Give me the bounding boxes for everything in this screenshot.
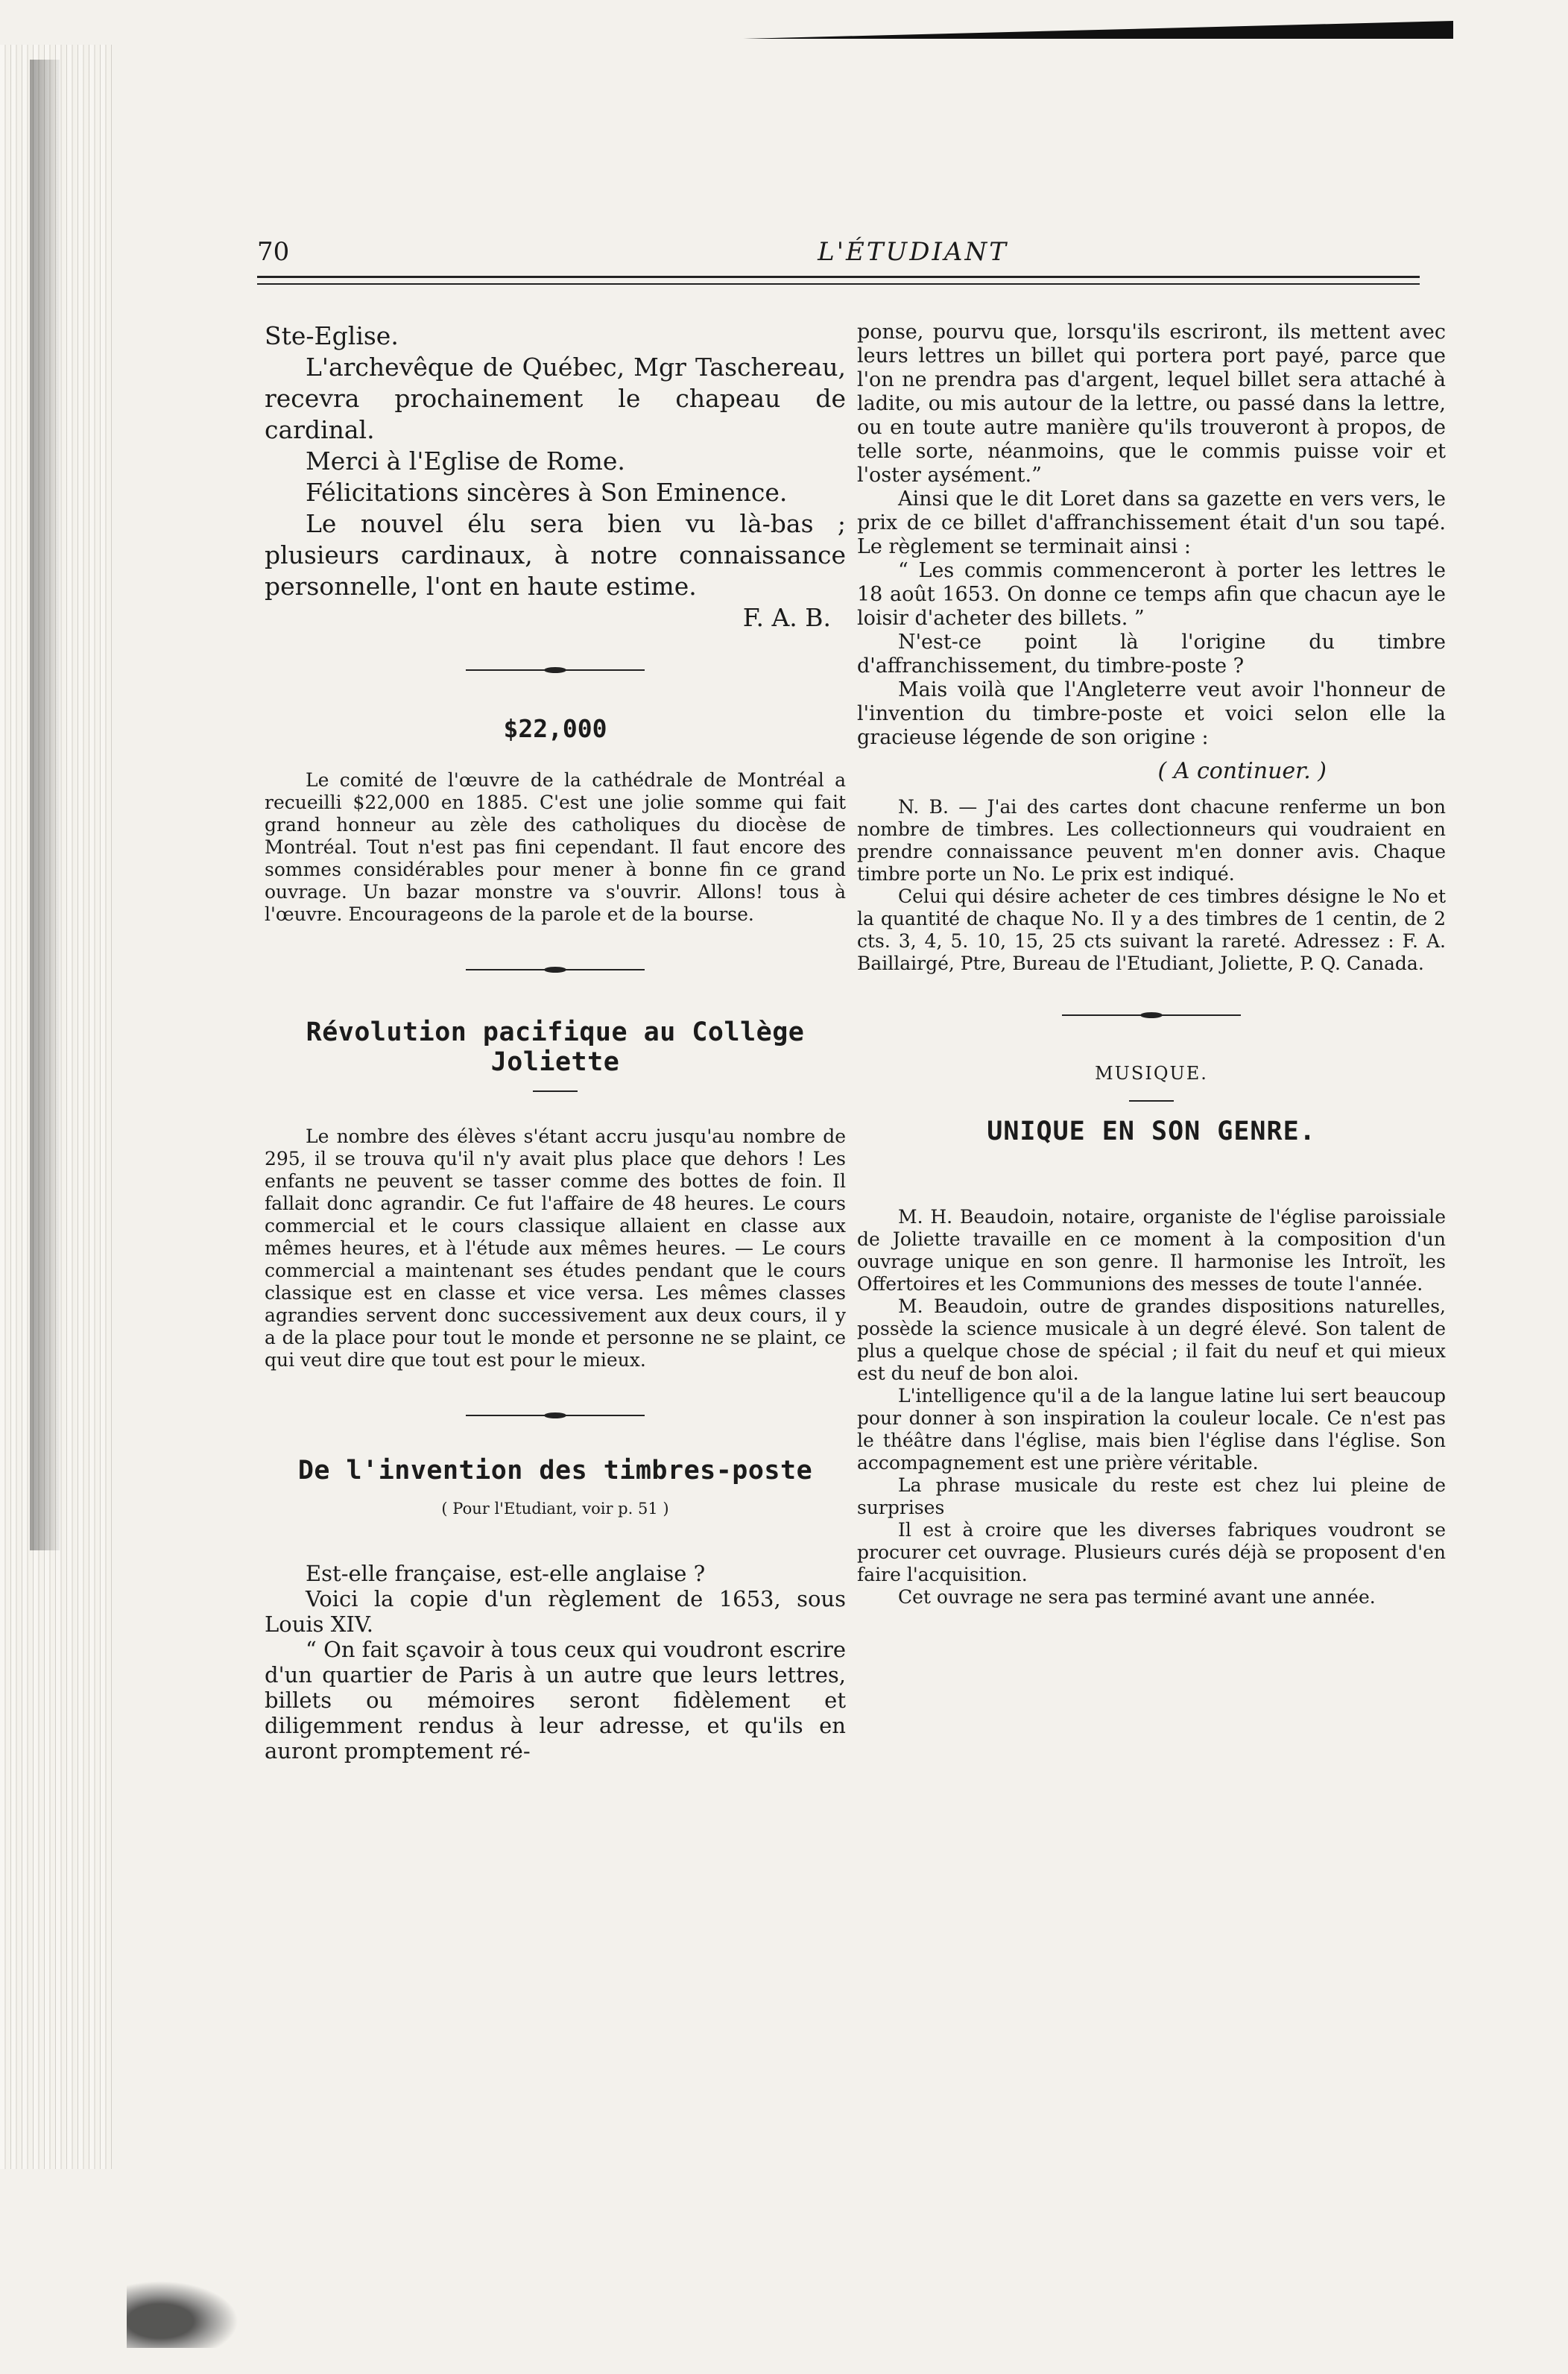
section-label: MUSIQUE.	[1095, 1063, 1208, 1084]
intro-line: Merci à l'Eglise de Rome.	[306, 446, 625, 476]
music-paragraph: Cet ouvrage ne sera pas terminé avant une année.	[898, 1586, 1376, 1608]
intro-line: L'archevêque de Québec, Mgr Taschereau, recevra prochainement le chapeau de cardinal.	[265, 353, 846, 444]
right-column	[857, 321, 1446, 1609]
nb-note: Celui qui désire acheter de ces timbres désigne le No et la quantité de chaque No. Il y a des timbres de 1 centin, de 2 cts. 3, 4, 5. 10, 15, 25 cts suivant la rareté. Adressez : F. A. Baillairgé, Ptre, Bureau de l'Etudiant, Joliette, P. Q. Canada.	[857, 885, 1446, 974]
stamps-paragraph: Voici la copie d'un règlement de 1653, sous Louis XIV.	[265, 1586, 846, 1637]
intro-line: Le nouvel élu sera bien vu là-bas ; plusieurs cardinaux, à notre connaissance personnelle, l'ont en haute estime.	[265, 509, 846, 601]
revolution-text: Le nombre des élèves s'étant accru jusqu'au nombre de 295, il se trouva qu'il n'y avait plus place que dehors ! Les enfants ne peuvent se tasser comme des bottes de foin. Il fallait donc agrandir. Ce fut l'affaire de 48 heures. Le cours commercial et le cours classique allaient en classe aux mêmes heures, et à l'étude aux mêmes heures. — Le cours commercial a maintenant ses études pendant que le cours classique est en classe et vice versa. Les mêmes classes agrandies servent donc successivement aux deux cours, il y a de la place pour tout le monde et personne ne se plaint, ce qui veut dire que tout est pour le mieux.	[265, 1126, 846, 1371]
separator-ornament	[466, 1412, 645, 1418]
revolution-heading: Révolution pacifique au Collège Joliette	[306, 1017, 805, 1077]
left-column	[265, 321, 846, 1764]
separator-ornament	[466, 667, 645, 673]
signature: F. A. B.	[742, 603, 831, 632]
header-rule	[257, 276, 1420, 285]
music-paragraph: Il est à croire que les diverses fabriques voudront se procurer cet ouvrage. Plusieurs curés déjà se proposent d'en faire l'acquisition.	[857, 1519, 1446, 1585]
page-number: 70	[257, 237, 290, 267]
stamps-heading: De l'invention des timbres-poste	[297, 1456, 813, 1486]
stamps-paragraph: Est-elle française, est-elle anglaise ?	[306, 1561, 706, 1586]
continuation-paragraph: ponse, pourvu que, lorsqu'ils escriront, ils mettent avec leurs lettres un billet qui portera port payé, parce que l'on ne prendra pas d'argent, lequel billet sera attaché à ladite, ou mis autour de la lettre, ou passé dans la lettre, ou en toute autre manière qu'ils trouveront à propos, de telle sorte, néanmoins, que le commis puisse voir et l'oster aysément.”	[857, 321, 1446, 487]
continuation-paragraph: N'est-ce point là l'origine du timbre d'affranchissement, du timbre-poste ?	[857, 631, 1446, 678]
to-continue-note: ( A continuer. )	[1157, 758, 1327, 784]
music-heading: UNIQUE EN SON GENRE.	[987, 1117, 1316, 1146]
amount-text: Le comité de l'œuvre de la cathédrale de Montréal a recueilli $22,000 en 1885. C'est une jolie somme qui fait grand honneur au zèle des catholiques du diocèse de Montréal. Tout n'est pas fini cependant. Il faut encore des sommes considérables pour mener à bonne fin ce grand ouvrage. Un bazar monstre va s'ouvrir. Allons! tous à l'œuvre. Encourageons de la parole et de la bourse.	[265, 769, 846, 925]
continuation-paragraph: Mais voilà que l'Angleterre veut avoir l'honneur de l'invention du timbre-poste et voici selon elle la gracieuse légende de son origine :	[857, 678, 1446, 749]
heading-dash	[1129, 1100, 1174, 1102]
stamps-reference: ( Pour l'Etudiant, voir p. 51 )	[441, 1500, 669, 1518]
amount-heading: $22,000	[503, 714, 607, 743]
running-title: L'ÉTUDIANT	[818, 237, 1008, 267]
spacer	[857, 1146, 1446, 1206]
binding-edge	[30, 60, 60, 1550]
separator-ornament	[1062, 1012, 1241, 1018]
music-paragraph: L'intelligence qu'il a de la langue latine lui sert beaucoup pour donner à son inspiration la couleur locale. Ce n'est pas le théâtre dans l'église, mais bien l'église dans l'église. Son accompagnement est une prière véritable.	[857, 1385, 1446, 1474]
music-paragraph: M. H. Beaudoin, notaire, organiste de l'église paroissiale de Joliette travaille en ce moment à la composition d'un ouvrage unique en son genre. Il harmonise les Introït, les Offertoires et les Communions des messes de toute l'année.	[857, 1206, 1446, 1295]
stamps-paragraph: “ On fait sçavoir à tous ceux qui voudront escrire d'un quartier de Paris à un autre que leurs lettres, billets ou mémoires seront fidèlement et diligemment rendus à leur adresse, et qu'ils en auront promptement ré-	[265, 1637, 846, 1764]
continuation-paragraph: Ainsi que le dit Loret dans sa gazette en vers vers, le prix de ce billet d'affranchissement était d'un sou tapé. Le règlement se terminait ainsi :	[857, 487, 1446, 558]
separator-ornament	[466, 967, 645, 973]
continuation-paragraph: “ Les commis commenceront à porter les lettres le 18 août 1653. On donne ce temps afin que chacun aye le loisir d'acheter des billets. ”	[857, 559, 1446, 630]
scan-top-edge	[648, 21, 1453, 45]
intro-line: Ste-Eglise.	[265, 321, 399, 350]
heading-dash	[533, 1090, 578, 1092]
intro-line: Félicitations sincères à Son Eminence.	[306, 478, 788, 507]
music-paragraph: La phrase musicale du reste est chez lui pleine de surprises	[857, 1474, 1446, 1518]
nb-note: N. B. — J'ai des cartes dont chacune renferme un bon nombre de timbres. Les collectionneurs qui voudraient en prendre connaissance peuvent m'en donner avis. Chaque timbre porte un No. Le prix est indiqué.	[857, 796, 1446, 885]
music-paragraph: M. Beaudoin, outre de grandes dispositions naturelles, possède la science musicale à un degré élevé. Son talent de plus a quelque chose de spécial ; il fait du neuf et qui mieux est du neuf de bon aloi.	[857, 1295, 1446, 1384]
page-header	[257, 237, 1450, 282]
scan-corner-mark	[127, 2281, 238, 2348]
